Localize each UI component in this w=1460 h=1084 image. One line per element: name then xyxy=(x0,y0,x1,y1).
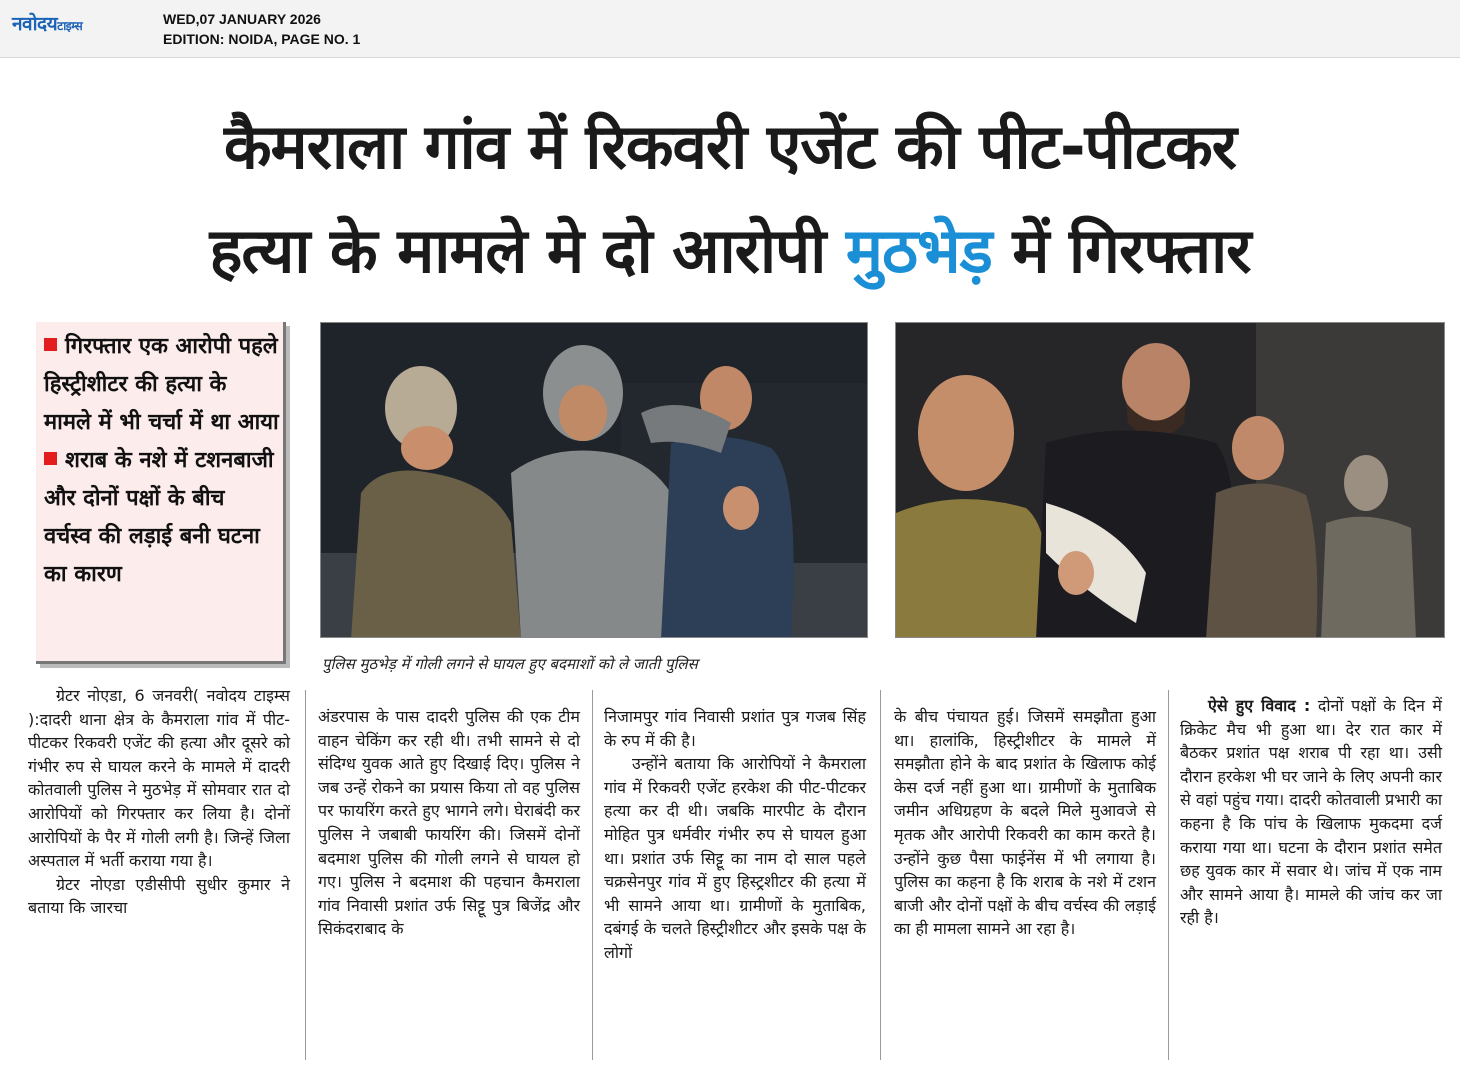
column-divider xyxy=(305,690,306,1060)
article-paragraph: ग्रेटर नोएडा एडीसीपी सुधीर कुमार ने बताया कि जारचा xyxy=(28,874,290,918)
headline-highlight-word: मुठभेड़ xyxy=(845,214,992,287)
highlight-item xyxy=(44,442,279,594)
article-paragraph xyxy=(1180,694,1442,930)
edition-page: EDITION: NOIDA, PAGE NO. 1 xyxy=(163,31,361,47)
article-column-1 xyxy=(28,684,290,920)
headline-line-2-end: में गिरफ्तार xyxy=(991,214,1251,287)
highlight-text: गिरफ्तार एक आरोपी पहले हिस्ट्रीशीटर की हत्या के मामले में भी चर्चा में था आया xyxy=(44,334,279,435)
article-paragraph: उन्होंने बताया कि आरोपियों ने कैमराला गांव में रिकवरी एजेंट हरकेश की पीट-पीटकर हत्या कर दी थी। जबकि मारपीट के दौरान मोहित पुत्र धर्मवीर गंभीर रुप से घायल हुआ था। प्रशांत उर्फ सिट्टू का नाम दो साल पहले चक्रसेनपुर गांव में हुए हिस्ट्रशीटर की हत्या में भी सामने आया था। ग्रामीणों के मुताबिक, दबंगई के चलते हिस्ट्रीशीटर और इसके पक्ष के लोगों xyxy=(604,754,866,962)
red-square-bullet-icon xyxy=(44,452,57,465)
photo-scene-left xyxy=(321,323,868,638)
article-paragraph: अंडरपास के पास दादरी पुलिस की एक टीम वाहन चेकिंग कर रही थी। तभी सामने से दो संदिग्ध युवक आते हुए दिखाई दिए। पुलिस ने जब उन्हें रोकने का प्रयास किया तो वह पुलिस पर फायरिंग करते हुए भागने लगे। घेराबंदी कर पुलिस ने जबाबी फायरिंग की। जिसमें दोनों बदमाश पुलिस की गोली लगने से घायल हो गए। पुलिस ने बदमाश की पहचान कैमराला गांव निवासी प्रशांत उर्फ सिट्टू पुत्र बिजेंद्र और सिकंदराबाद के xyxy=(318,707,580,939)
headline-line-2-start: हत्या के मामले मे दो आरोपी xyxy=(209,214,846,287)
column-divider xyxy=(880,690,881,1060)
logo-main-text: नवोदय xyxy=(12,13,58,35)
highlight-text: शराब के नशे में टशनबाजी और दोनों पक्षों के बीच वर्चस्व की लड़ाई बनी घटना का कारण xyxy=(44,448,274,587)
newspaper-logo[interactable] xyxy=(12,10,82,36)
article-column-5 xyxy=(1180,694,1442,930)
highlight-item xyxy=(44,328,279,442)
subhead-lead: ऐसे हुए विवाद : xyxy=(1208,696,1311,715)
subhead-body: दोनों पक्षों के दिन में क्रिकेट मैच भी हुआ था। देर रात कार में बैठकर प्रशांत पक्ष शराब पी रहा था। उसी दौरान हरकेश भी घर जाने के लिए अपनी कार से वहां पहुंच गया। दादरी कोतवाली प्रभारी का कहना है कि पांच के खिलाफ मुकदमा दर्ज कराया गया था। घटना के दौरान प्रशांत समेत छह युवक कार में सवार थे। जांच में एक नाम और सामने आया है। मामले की जांच कर जा रही है। xyxy=(1180,696,1442,928)
column-divider xyxy=(1168,690,1169,1060)
article-headline xyxy=(0,95,1460,303)
red-square-bullet-icon xyxy=(44,338,57,351)
logo-sub-text: टाइम्स xyxy=(57,19,83,33)
edition-info xyxy=(163,9,360,49)
article-paragraph: ग्रेटर नोएडा, 6 जनवरी( नवोदय टाइम्स ):दादरी थाना क्षेत्र के कैमराला गांव में पीट-पीटकर रिकवरी एजेंट की हत्या और दूसरे को गंभीर रुप से घायल करने के मामले में दादरी कोतवाली पुलिस ने मुठभेड़ में सोमवार रात दो आरोपियों को गिरफ्तार कर लिया है। दोनों आरोपियों के पैर में गोली लगी है। जिन्हें जिला अस्पताल में भर्ती कराया गया है। xyxy=(28,686,290,871)
masthead-bar xyxy=(0,0,1460,58)
headline-line-2 xyxy=(0,199,1460,303)
article-column-4 xyxy=(894,705,1156,941)
photo-scene-right xyxy=(896,323,1445,638)
article-paragraph: के बीच पंचायत हुई। जिसमें समझौता हुआ था। हालांकि, हिस्ट्रीशीटर के मामले में समझौता होने के बाद प्रशांत के खिलाफ कोई केस दर्ज नहीं हुआ था। ग्रामीणों के मुताबिक जमीन अधिग्रहण के बदले मिले मुआवजे से मृतक और आरोपी रिकवरी का काम करते है। उन्होंने कुछ पैसा फाईनेंस में भी लगाया है। पुलिस का कहना है कि शराब के नशे में टशन बाजी और दोनों पक्षों के बीच वर्चस्व की लड़ाई का ही मामला सामने आ रहा है। xyxy=(894,707,1156,939)
article-column-3 xyxy=(604,705,866,965)
article-paragraph: निजामपुर गांव निवासी प्रशांत पुत्र गजब सिंह के रुप में की है। xyxy=(604,707,866,750)
photo-police-escorting-suspect[interactable] xyxy=(320,322,868,638)
headline-line-1: कैमराला गांव में रिकवरी एजेंट की पीट-पीटकर xyxy=(223,110,1237,183)
photo-police-with-injured[interactable] xyxy=(895,322,1445,638)
article-column-2 xyxy=(318,705,580,941)
column-divider xyxy=(592,690,593,1060)
highlights-box xyxy=(36,322,286,664)
photo-caption: पुलिस मुठभेड़ में गोली लगने से घायल हुए बदमाशों को ले जाती पुलिस xyxy=(322,655,698,673)
edition-date: WED,07 JANUARY 2026 xyxy=(163,11,321,27)
